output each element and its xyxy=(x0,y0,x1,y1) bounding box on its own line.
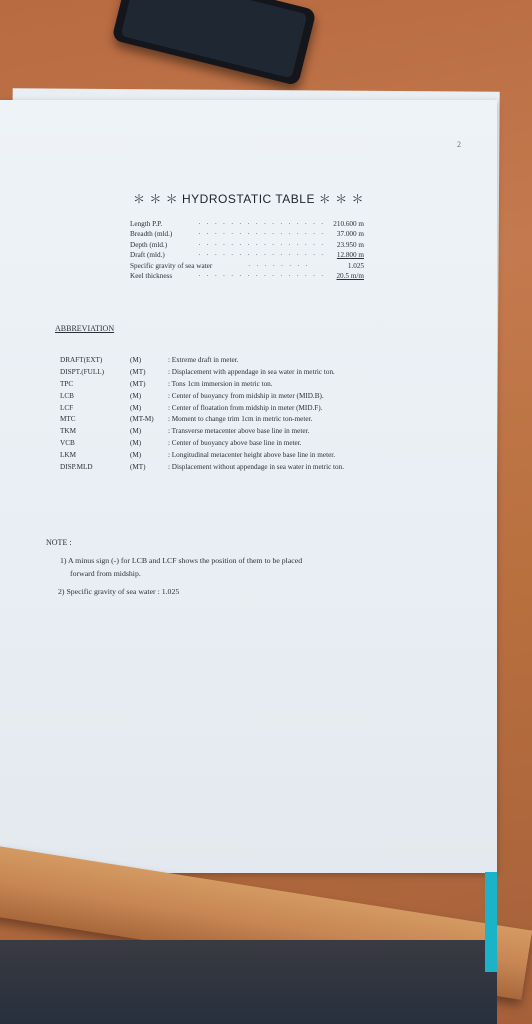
dimension-value: 23.950 m xyxy=(336,240,364,249)
dimension-label: Keel thickness xyxy=(130,271,173,280)
abbreviation-description: : Extreme draft in meter. xyxy=(168,356,239,364)
abbreviation-unit: (M) xyxy=(130,427,142,436)
dimension-value: 12.800 m xyxy=(336,251,364,260)
abbreviation-unit: (MT) xyxy=(130,379,146,388)
leader-dots: · · · · · · · · · · · · · · · · xyxy=(198,271,326,280)
leader-dots: · · · · · · · · · · · · · · · · xyxy=(198,230,326,239)
dimension-value: 37.000 m xyxy=(336,230,364,239)
abbreviation-row xyxy=(60,439,480,451)
dimension-value: 1.025 xyxy=(347,261,364,270)
dimension-row xyxy=(130,241,370,251)
dimension-row xyxy=(130,230,370,240)
dimension-row xyxy=(130,220,370,230)
abbreviation-unit: (M) xyxy=(130,403,142,412)
dimension-label: Specific gravity of sea water xyxy=(130,261,213,270)
dimension-row xyxy=(130,262,370,272)
abbreviation-row xyxy=(60,380,480,392)
abbreviation-key: LCF xyxy=(60,403,74,412)
floor-background xyxy=(0,940,497,1024)
note-heading: NOTE : xyxy=(46,538,72,547)
abbreviation-list xyxy=(60,356,480,475)
abbreviation-key: MTC xyxy=(60,415,76,424)
abbreviation-key: TPC xyxy=(60,379,74,388)
abbreviation-description: : Longitudinal metacenter height above base line in meter. xyxy=(168,451,336,460)
abbreviation-key: DISPT.(FULL) xyxy=(60,367,104,376)
dimension-row xyxy=(130,272,370,282)
dimension-label: Length P.P. xyxy=(130,220,163,228)
note-2: 2) Specific gravity of sea water : 1.025 xyxy=(58,587,180,596)
abbreviation-description: : Center of floatation from midship in meter (MID.F). xyxy=(168,403,323,412)
leader-dots: · · · · · · · · · · · · · · · · xyxy=(198,251,326,260)
abbreviation-key: DRAFT(EXT) xyxy=(60,356,103,364)
abbreviation-row xyxy=(60,368,480,380)
note-1-line-1: 1) A minus sign (-) for LCB and LCF shows the position of them to be placed xyxy=(60,556,303,565)
phone-screen xyxy=(121,0,308,78)
abbreviation-key: LCB xyxy=(60,391,74,400)
dimension-row xyxy=(130,251,370,261)
page-number: 2 xyxy=(457,140,461,149)
abbreviation-unit: (M) xyxy=(130,451,142,460)
dimension-label: Draft (mld.) xyxy=(130,251,165,260)
principal-dimensions xyxy=(130,220,370,282)
page-title: ＊ ＊ ＊ HYDROSTATIC TABLE ＊ ＊ ＊ xyxy=(133,192,364,206)
abbreviation-unit: (MT) xyxy=(130,463,146,472)
abbreviation-unit: (M) xyxy=(130,439,142,448)
abbreviation-row xyxy=(60,427,480,439)
abbreviation-key: LKM xyxy=(60,451,76,460)
abbreviation-heading: ABBREVIATION xyxy=(55,324,115,333)
abbreviation-description: : Displacement with appendage in sea water in metric ton. xyxy=(168,367,335,376)
leader-dots: · · · · · · · · · · · · · · · · xyxy=(198,240,326,249)
abbreviation-description: : Center of buoyancy above base line in meter. xyxy=(168,439,302,448)
abbreviation-row xyxy=(60,404,480,416)
dimension-label: Depth (mld.) xyxy=(130,240,168,249)
abbreviation-row xyxy=(60,451,480,463)
abbreviation-description: : Moment to change trim 1cm in metric ton-meter. xyxy=(168,415,313,424)
abbreviation-key: VCB xyxy=(60,439,75,448)
abbreviation-key: DISP.MLD xyxy=(60,463,93,472)
leader-dots: · · · · · · · · · · · · · · · · xyxy=(198,220,326,228)
abbreviation-description: : Transverse metacenter above base line in meter. xyxy=(168,427,310,436)
abbreviation-unit: (M) xyxy=(130,391,142,400)
dimension-value: 210.600 m xyxy=(333,220,364,228)
abbreviation-row xyxy=(60,463,480,475)
abbreviation-description: : Tons 1cm immersion in metric ton. xyxy=(168,379,273,388)
smartphone xyxy=(111,0,316,86)
note-1-line-2: forward from midship. xyxy=(70,569,141,578)
abbreviation-unit: (MT) xyxy=(130,367,146,376)
abbreviation-description: : Displacement without appendage in sea water in metric ton. xyxy=(168,463,345,472)
abbreviation-row xyxy=(60,415,480,427)
dimension-value: 20.5 m/m xyxy=(336,271,364,280)
leader-dots: · · · · · · · · xyxy=(248,261,310,270)
abbreviation-key: TKM xyxy=(60,427,76,436)
abbreviation-unit: (M) xyxy=(130,356,142,364)
document-page xyxy=(0,100,497,873)
dimension-label: Breadth (mld.) xyxy=(130,230,173,239)
abbreviation-unit: (MT-M) xyxy=(130,415,154,424)
abbreviation-row xyxy=(60,356,480,368)
teal-object xyxy=(485,872,497,972)
abbreviation-row xyxy=(60,392,480,404)
abbreviation-description: : Center of buoyancy from midship in meter (MID.B). xyxy=(168,391,324,400)
